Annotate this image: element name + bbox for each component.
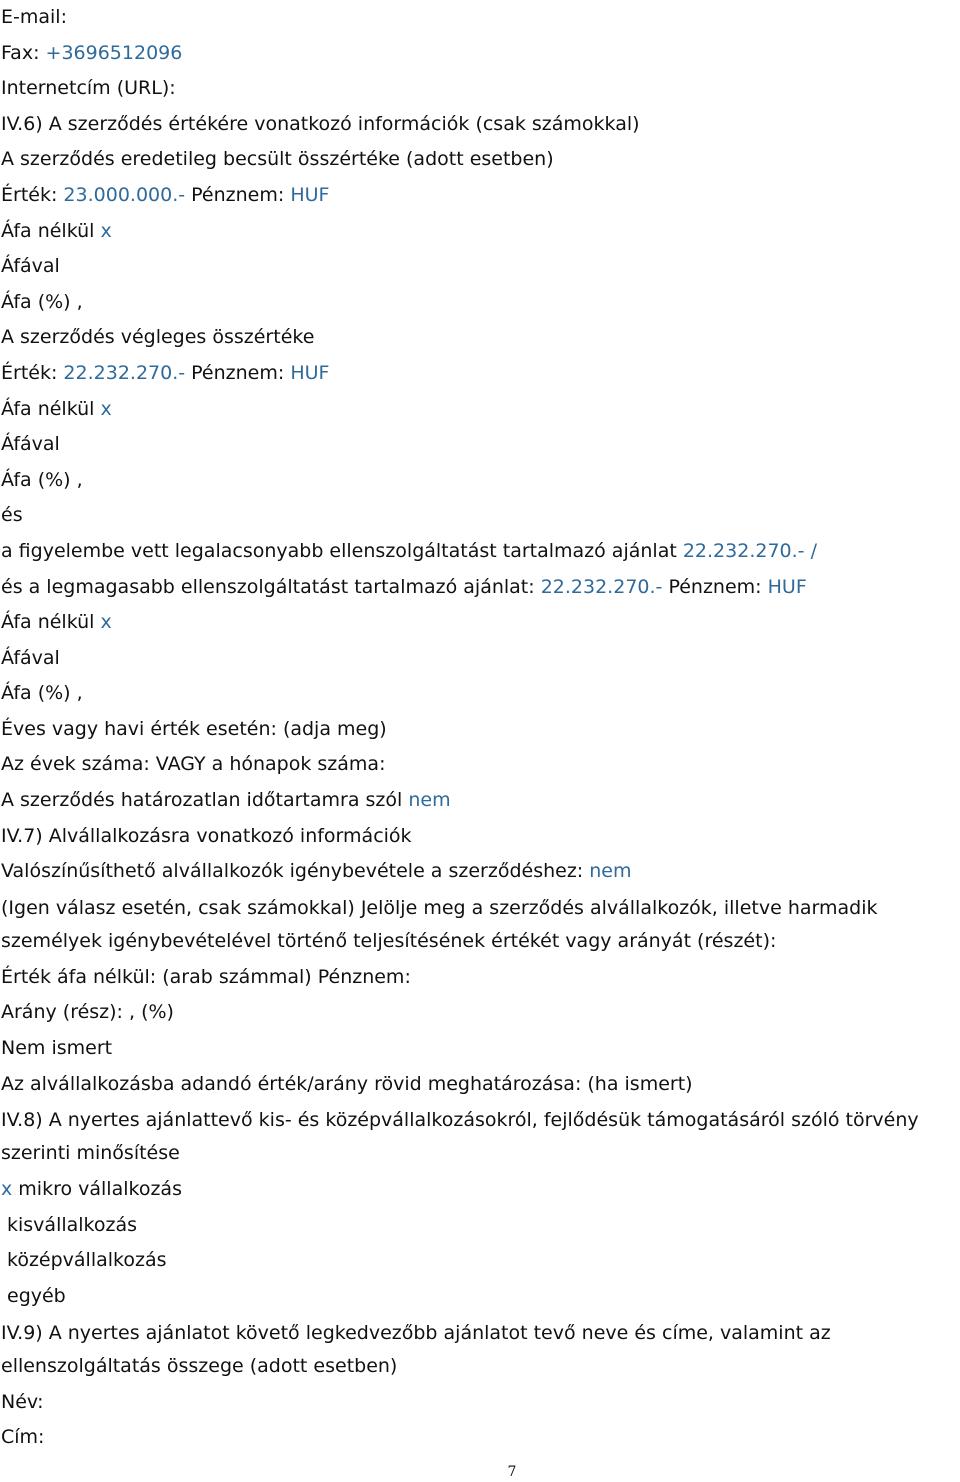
subcontract-label: Valószínűsíthető alvállalkozók igénybevétele a szerződéshez: xyxy=(1,860,584,883)
afa-percent-label: Áfa (%) , xyxy=(1,682,83,705)
indefinite-value: nem xyxy=(408,789,451,812)
email-label: E-mail: xyxy=(1,6,67,28)
url-label: Internetcím (URL): xyxy=(1,77,176,100)
highest-offer-value: 22.232.270.- xyxy=(540,575,663,598)
final-value-label: A szerződés végleges összértéke xyxy=(1,326,315,349)
years-months-label: Az évek száma: VAGY a hónapok száma: xyxy=(1,753,386,776)
penznem-label: Pénznem: xyxy=(191,183,285,206)
penznem-label: Pénznem: xyxy=(668,575,762,598)
ertek-label: Érték: xyxy=(1,361,58,384)
final-value-line xyxy=(1,356,959,392)
highest-offer-label: és a legmagasabb ellenszolgáltatást tartalmazó ajánlat: xyxy=(1,575,535,598)
yes-answer-paragraph: (Igen válasz esetén, csak számokkal) Jelölje meg a szerződés alvállalkozók, illetve harmadik személyek igénybevételével történő teljesítésének értékét vagy arányát (részét): xyxy=(1,896,878,952)
afa-nelkul-mark: x xyxy=(100,611,112,634)
ratio-label: Arány (rész): , (%) xyxy=(1,1001,174,1024)
fax-label: Fax: xyxy=(1,41,40,64)
penznem-value: HUF xyxy=(290,183,330,206)
micro-enterprise-line xyxy=(1,1172,959,1208)
afa-percent-label: Áfa (%) , xyxy=(1,290,83,313)
name-label: Név: xyxy=(1,1390,44,1413)
afaval-label: Áfával xyxy=(1,255,60,278)
highest-offer-line xyxy=(1,570,959,606)
section-iv7-heading: IV.7) Alvállalkozásra vonatkozó információk xyxy=(1,824,412,847)
indefinite-line xyxy=(1,783,959,819)
address-label: Cím: xyxy=(1,1426,45,1449)
subcontract-line xyxy=(1,854,959,890)
afa-nelkul-label: Áfa nélkül xyxy=(1,219,95,242)
unknown-label: Nem ismert xyxy=(1,1037,113,1060)
fax-value: +3696512096 xyxy=(45,41,183,64)
subcontract-value: nem xyxy=(589,860,632,883)
value-no-vat-label: Érték áfa nélkül: (arab számmal) Pénznem: xyxy=(1,965,411,988)
afa-percent-label: Áfa (%) , xyxy=(1,468,83,491)
other-enterprise-label: egyéb xyxy=(7,1285,66,1307)
lowest-offer-line xyxy=(1,534,959,570)
es-label: és xyxy=(1,504,23,527)
afa-nelkul-label: Áfa nélkül xyxy=(1,611,95,634)
section-iv8-heading: IV.8) A nyertes ajánlattevő kis- és középvállalkozásokról, fejlődésük támogatásáról szóló törvény szerinti minősítése xyxy=(1,1109,919,1165)
micro-label: mikro vállalkozás xyxy=(18,1178,182,1201)
ertek-label: Érték: xyxy=(1,183,58,206)
original-value-label: A szerződés eredetileg becsült összértéke (adott esetben) xyxy=(1,148,554,171)
afa-nelkul-label: Áfa nélkül xyxy=(1,397,95,420)
page-number: 7 xyxy=(507,1464,517,1480)
penznem-value: HUF xyxy=(767,575,807,598)
afa-nelkul-line xyxy=(1,605,959,641)
afa-nelkul-mark: x xyxy=(100,397,112,420)
afa-nelkul-mark: x xyxy=(100,219,112,242)
afa-nelkul-line xyxy=(1,214,959,250)
medium-enterprise-label: középvállalkozás xyxy=(7,1249,167,1272)
short-definition-label: Az alvállalkozásba adandó érték/arány rövid meghatározása: (ha ismert) xyxy=(1,1072,693,1095)
afa-nelkul-line xyxy=(1,392,959,428)
ertek-value: 23.000.000.- xyxy=(63,183,186,206)
afaval-label: Áfával xyxy=(1,646,60,669)
section-iv9-heading: IV.9) A nyertes ajánlatot követő legkedvezőbb ajánlatot tevő neve és címe, valamint az ellenszolgáltatás összege (adott esetben) xyxy=(1,1321,831,1377)
afaval-label: Áfával xyxy=(1,433,60,456)
indefinite-label: A szerződés határozatlan időtartamra szól xyxy=(1,789,403,812)
fax-line xyxy=(1,36,959,72)
document-body xyxy=(1,0,959,1456)
lowest-offer-label: a figyelembe vett legalacsonyabb ellenszolgáltatást tartalmazó ajánlat xyxy=(1,539,677,562)
penznem-value: HUF xyxy=(290,361,330,384)
annual-monthly-label: Éves vagy havi érték esetén: (adja meg) xyxy=(1,717,387,740)
ertek-value: 22.232.270.- xyxy=(63,361,186,384)
penznem-label: Pénznem: xyxy=(191,361,285,384)
micro-mark: x xyxy=(1,1178,13,1201)
small-enterprise-label: kisvállalkozás xyxy=(7,1213,138,1236)
original-value-line xyxy=(1,178,959,214)
section-iv6-heading: IV.6) A szerződés értékére vonatkozó információk (csak számokkal) xyxy=(1,112,640,135)
lowest-offer-value: 22.232.270.- / xyxy=(682,539,817,562)
